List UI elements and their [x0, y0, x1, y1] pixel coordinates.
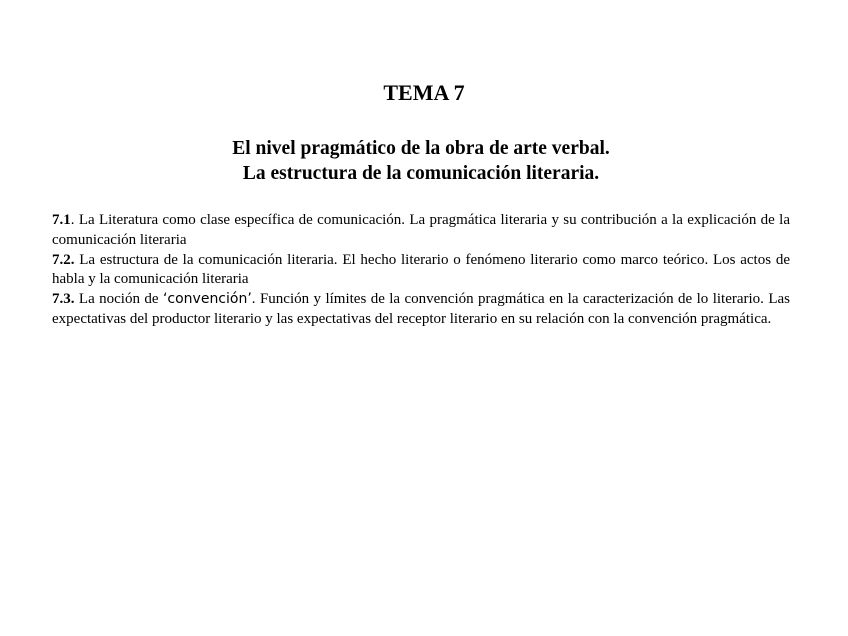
section-text-before: La noción de — [74, 291, 163, 308]
section-number: 7.1 — [52, 212, 71, 228]
section-7-2 — [52, 251, 790, 291]
page-title: TEMA 7 — [383, 80, 465, 105]
section-list — [52, 211, 790, 330]
subtitle-line-1: El nivel pragmático de la obra de arte verbal. — [232, 138, 610, 159]
section-number: 7.3. — [52, 291, 75, 308]
section-number: 7.2. — [52, 251, 75, 268]
page-subtitle — [0, 136, 842, 186]
subtitle-line-2: La estructura de la comunicación literaria. — [242, 163, 600, 184]
section-7-1 — [52, 211, 790, 251]
section-text: . La Literatura como clase específica de comunicación. La pragmática literaria y su contribución a la explicación de la comunicación literaria — [52, 212, 790, 248]
section-text: La estructura de la comunicación literaria. El hecho literario o fenómeno literario como marco teórico. Los actos de habla y la comunicación literaria — [52, 251, 790, 288]
section-7-3 — [52, 290, 790, 330]
section-text-after: . Función y límites de la convención pragmática en la caracterización de lo literario. Las expectativas del productor literario y las expectativas del receptor literario en su relación con la convención pragmática. — [52, 291, 790, 327]
convencion-term: ‘convención’ — [162, 291, 252, 308]
